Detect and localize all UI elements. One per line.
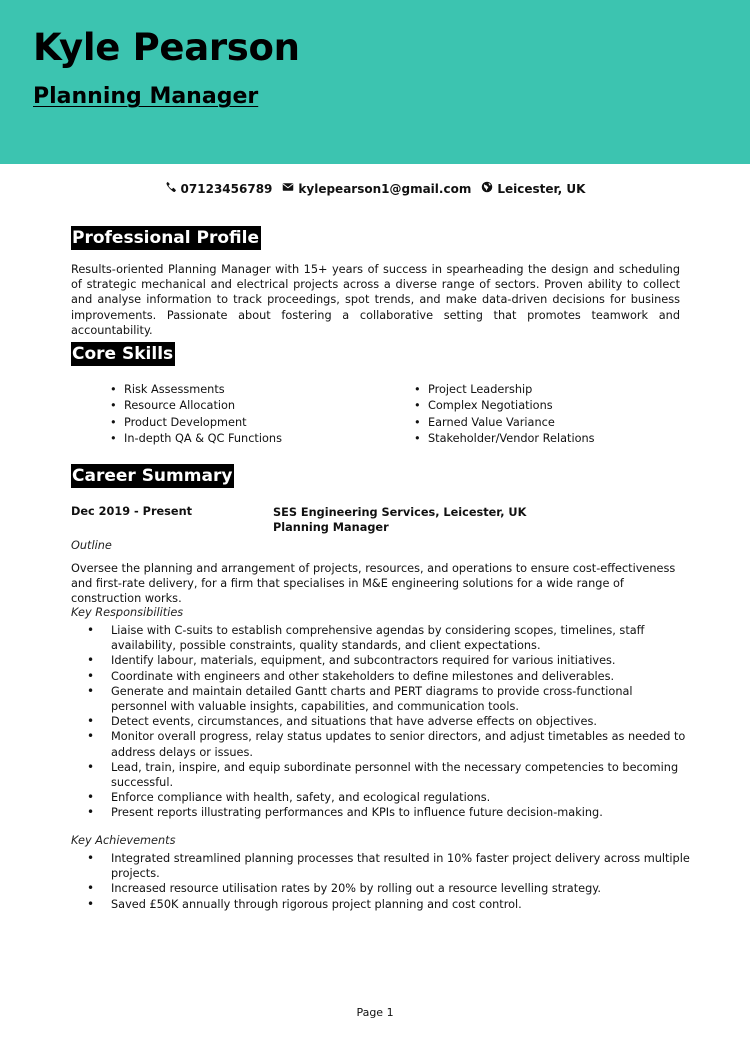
- achievements-label: Key Achievements: [71, 834, 176, 847]
- company-name: SES Engineering Services, Leicester, UK: [273, 506, 527, 519]
- contact-bar: [0, 181, 750, 196]
- email-text: kylepearson1@gmail.com: [298, 181, 472, 196]
- job-dates: Dec 2019 - Present: [71, 505, 193, 518]
- list-item: • Detect events, circumstances, and situations that have adverse effects on objectives.: [71, 714, 691, 729]
- role-name: Planning Manager: [273, 521, 389, 535]
- responsibilities-label: Key Responsibilities: [71, 606, 184, 619]
- skill-item: • Complex Negotiations: [414, 398, 595, 414]
- contact-phone[interactable]: [165, 181, 273, 196]
- header-banner: [0, 0, 750, 164]
- job-employer: [273, 505, 526, 535]
- list-item: • Present reports illustrating performances and KPIs to influence future decision-making.: [71, 805, 691, 820]
- list-item: • Monitor overall progress, relay status updates to senior directors, and adjust timetables as needed to address delays or issues.: [71, 729, 691, 759]
- profile-text: Results-oriented Planning Manager with 15+ years of success in spearheading the design and scheduling of strategic mechanical and electrical projects across a diverse range of sectors. Proven ability to collect and analyse information to track proceedings, spot trends, and make data-driven decisions for business improvements. Passionate about fostering a collaborative setting that promotes teamwork and accountability.: [71, 263, 680, 337]
- outline-label: Outline: [71, 539, 112, 552]
- globe-icon: [481, 181, 493, 196]
- page-number: Page 1: [356, 1006, 394, 1019]
- list-item: • Enforce compliance with health, safety, and ecological regulations.: [71, 790, 691, 805]
- skill-item: • Risk Assessments: [110, 382, 282, 398]
- profile-heading: Professional Profile: [72, 228, 259, 248]
- skill-item: • Project Leadership: [414, 382, 595, 398]
- career-heading: Career Summary: [72, 466, 233, 486]
- achievements-list: [71, 851, 691, 912]
- job-title: Planning Manager: [33, 84, 259, 109]
- skill-item: • Stakeholder/Vendor Relations: [414, 431, 595, 447]
- phone-icon: [165, 181, 177, 196]
- skill-item: • Product Development: [110, 415, 282, 431]
- candidate-name: Kyle Pearson: [33, 26, 300, 69]
- envelope-icon: [282, 181, 294, 196]
- contact-email[interactable]: [282, 181, 471, 196]
- list-item: • Integrated streamlined planning processes that resulted in 10% faster project delivery across multiple projects.: [71, 851, 691, 881]
- skills-list-left: [110, 382, 282, 448]
- list-item: • Liaise with C-suits to establish comprehensive agendas by considering scopes, timelines, staff availability, possible constraints, quality standards, and client expectations.: [71, 623, 691, 653]
- list-item: • Identify labour, materials, equipment, and subcontractors required for various initiatives.: [71, 653, 691, 668]
- skill-item: • In-depth QA & QC Functions: [110, 431, 282, 447]
- contact-location: [481, 181, 585, 196]
- outline-text: Oversee the planning and arrangement of projects, resources, and operations to ensure cost-effectiveness and first-rate delivery, for a firm that specialises in M&E engineering solutions for a wide range of construction works.: [71, 562, 676, 606]
- list-item: • Generate and maintain detailed Gantt charts and PERT diagrams to provide cross-functional personnel with valuable insights, capabilities, and communication tools.: [71, 684, 691, 714]
- skill-item: • Earned Value Variance: [414, 415, 595, 431]
- skills-heading: Core Skills: [72, 344, 174, 364]
- list-item: • Lead, train, inspire, and equip subordinate personnel with the necessary competencies to becoming successful.: [71, 760, 691, 790]
- list-item: • Increased resource utilisation rates by 20% by rolling out a resource levelling strategy.: [71, 881, 691, 896]
- responsibilities-list: [71, 623, 691, 821]
- list-item: • Coordinate with engineers and other stakeholders to define milestones and deliverables.: [71, 669, 691, 684]
- list-item: • Saved £50K annually through rigorous project planning and cost control.: [71, 897, 691, 912]
- location-text: Leicester, UK: [497, 181, 586, 196]
- skills-list-right: [414, 382, 595, 448]
- phone-text: 07123456789: [180, 181, 273, 196]
- skill-item: • Resource Allocation: [110, 398, 282, 414]
